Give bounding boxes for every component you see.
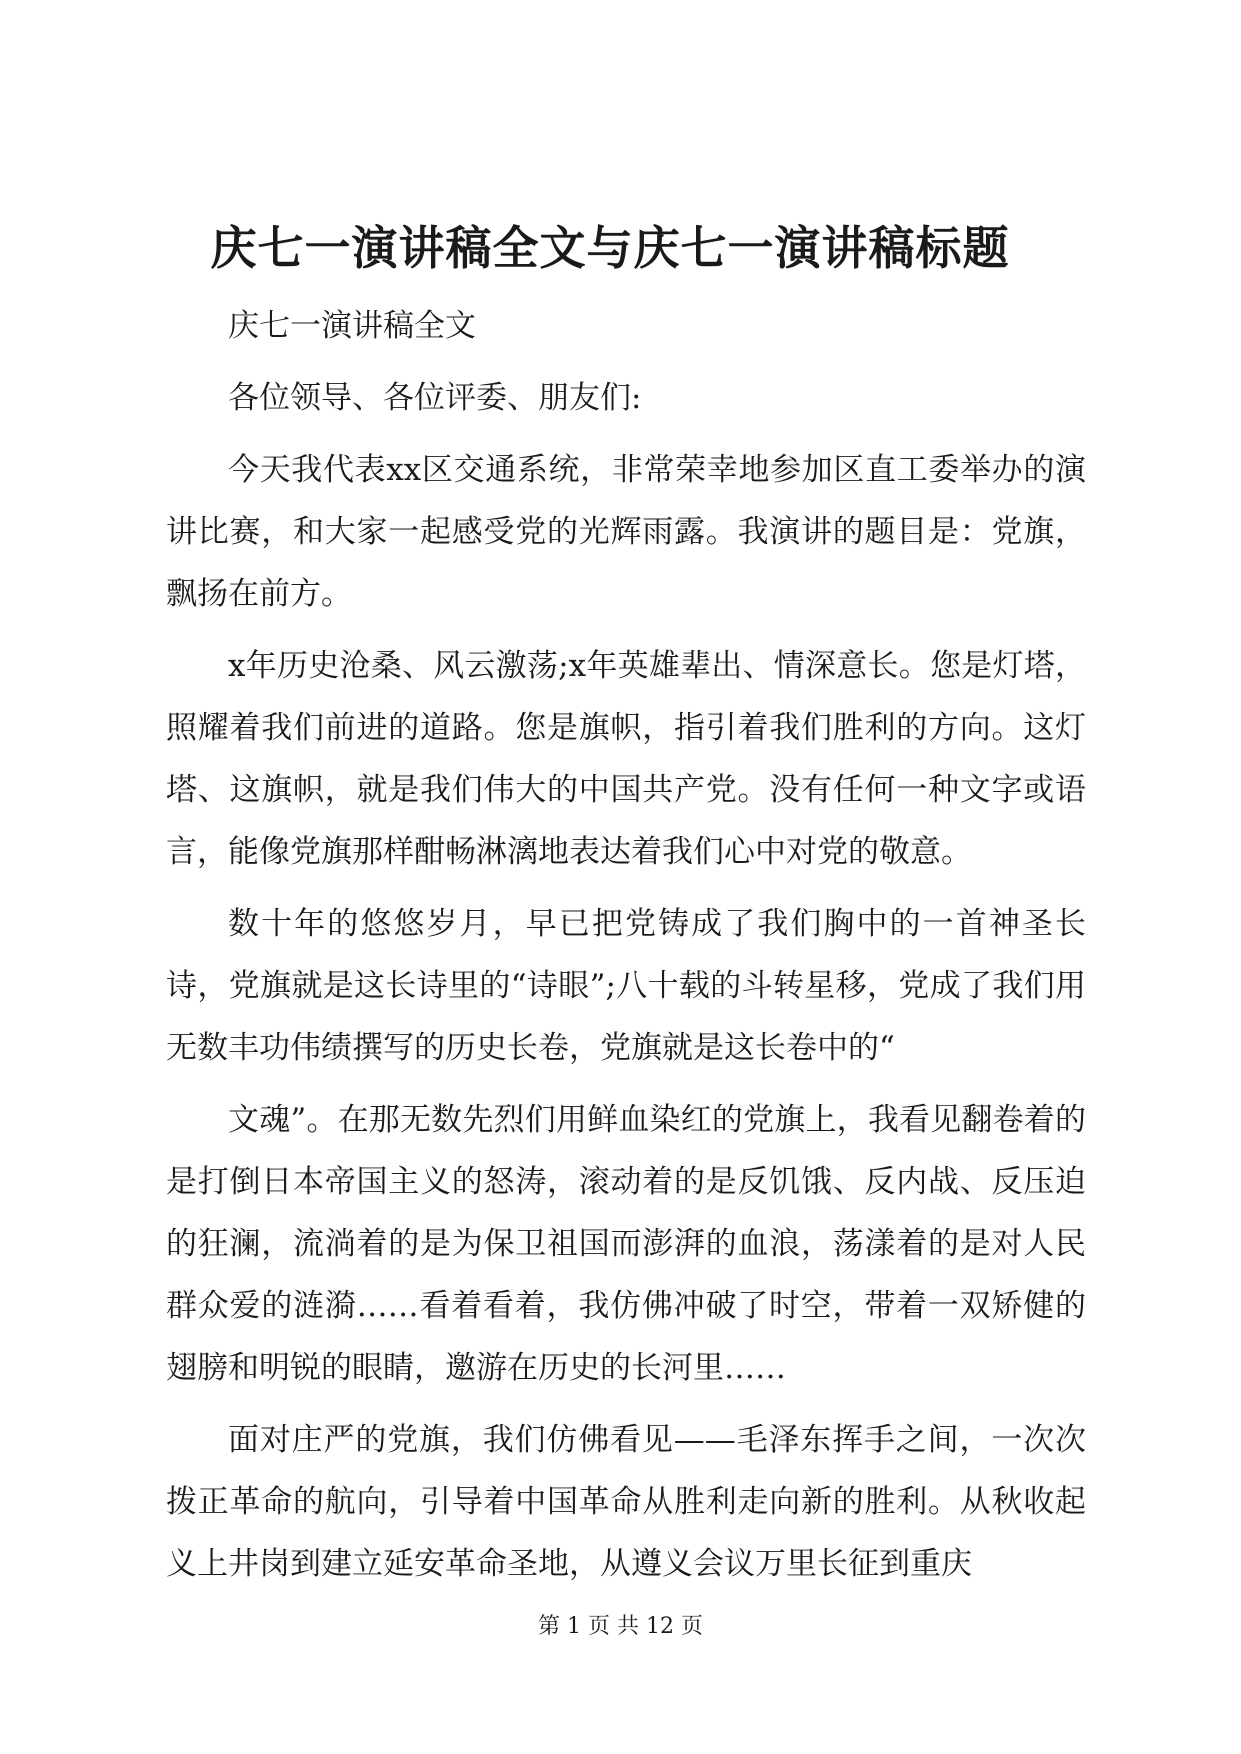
document-body <box>166 295 1086 1595</box>
paragraph: 数十年的悠悠岁月，早已把党铸成了我们胸中的一首神圣长诗，党旗就是这长诗里的“诗眼”;八十载的斗转星移，党成了我们用无数丰功伟绩撰写的历史长卷，党旗就是这长卷中的“ <box>166 906 1086 1066</box>
paragraph: 文魂”。在那无数先烈们用鲜血染红的党旗上，我看见翻卷着的是打倒日本帝国主义的怒涛，滚动着的是反饥饿、反内战、反压迫的狂澜，流淌着的是为保卫祖国而澎湃的血浪，荡漾着的是对人民群众爱的涟漪……看着看着，我仿佛冲破了时空，带着一双矫健的翅膀和明锐的眼睛，邀游在历史的长河里…… <box>166 1102 1086 1386</box>
paragraph-subtitle: 庆七一演讲稿全文 <box>228 308 476 344</box>
page-footer: 第 1 页 共 12 页 <box>538 1614 703 1639</box>
paragraph: 今天我代表xx区交通系统，非常荣幸地参加区直工委举办的演讲比赛，和大家一起感受党的光辉雨露。我演讲的题目是：党旗，飘扬在前方。 <box>166 452 1086 612</box>
paragraph: 面对庄严的党旗，我们仿佛看见——毛泽东挥手之间，一次次拨正革命的航向，引导着中国革命从胜利走向新的胜利。从秋收起义上井岗到建立延安革命圣地，从遵义会议万里长征到重庆 <box>166 1422 1086 1582</box>
paragraph-salutation: 各位领导、各位评委、朋友们: <box>228 380 642 416</box>
paragraph: x年历史沧桑、风云激荡;x年英雄辈出、情深意长。您是灯塔，照耀着我们前进的道路。您是旗帜，指引着我们胜利的方向。这灯塔、这旗帜，就是我们伟大的中国共产党。没有任何一种文字或语言，能像党旗那样酣畅淋漓地表达着我们心中对党的敬意。 <box>166 648 1086 870</box>
document-title: 庆七一演讲稿全文与庆七一演讲稿标题 <box>210 221 1010 275</box>
